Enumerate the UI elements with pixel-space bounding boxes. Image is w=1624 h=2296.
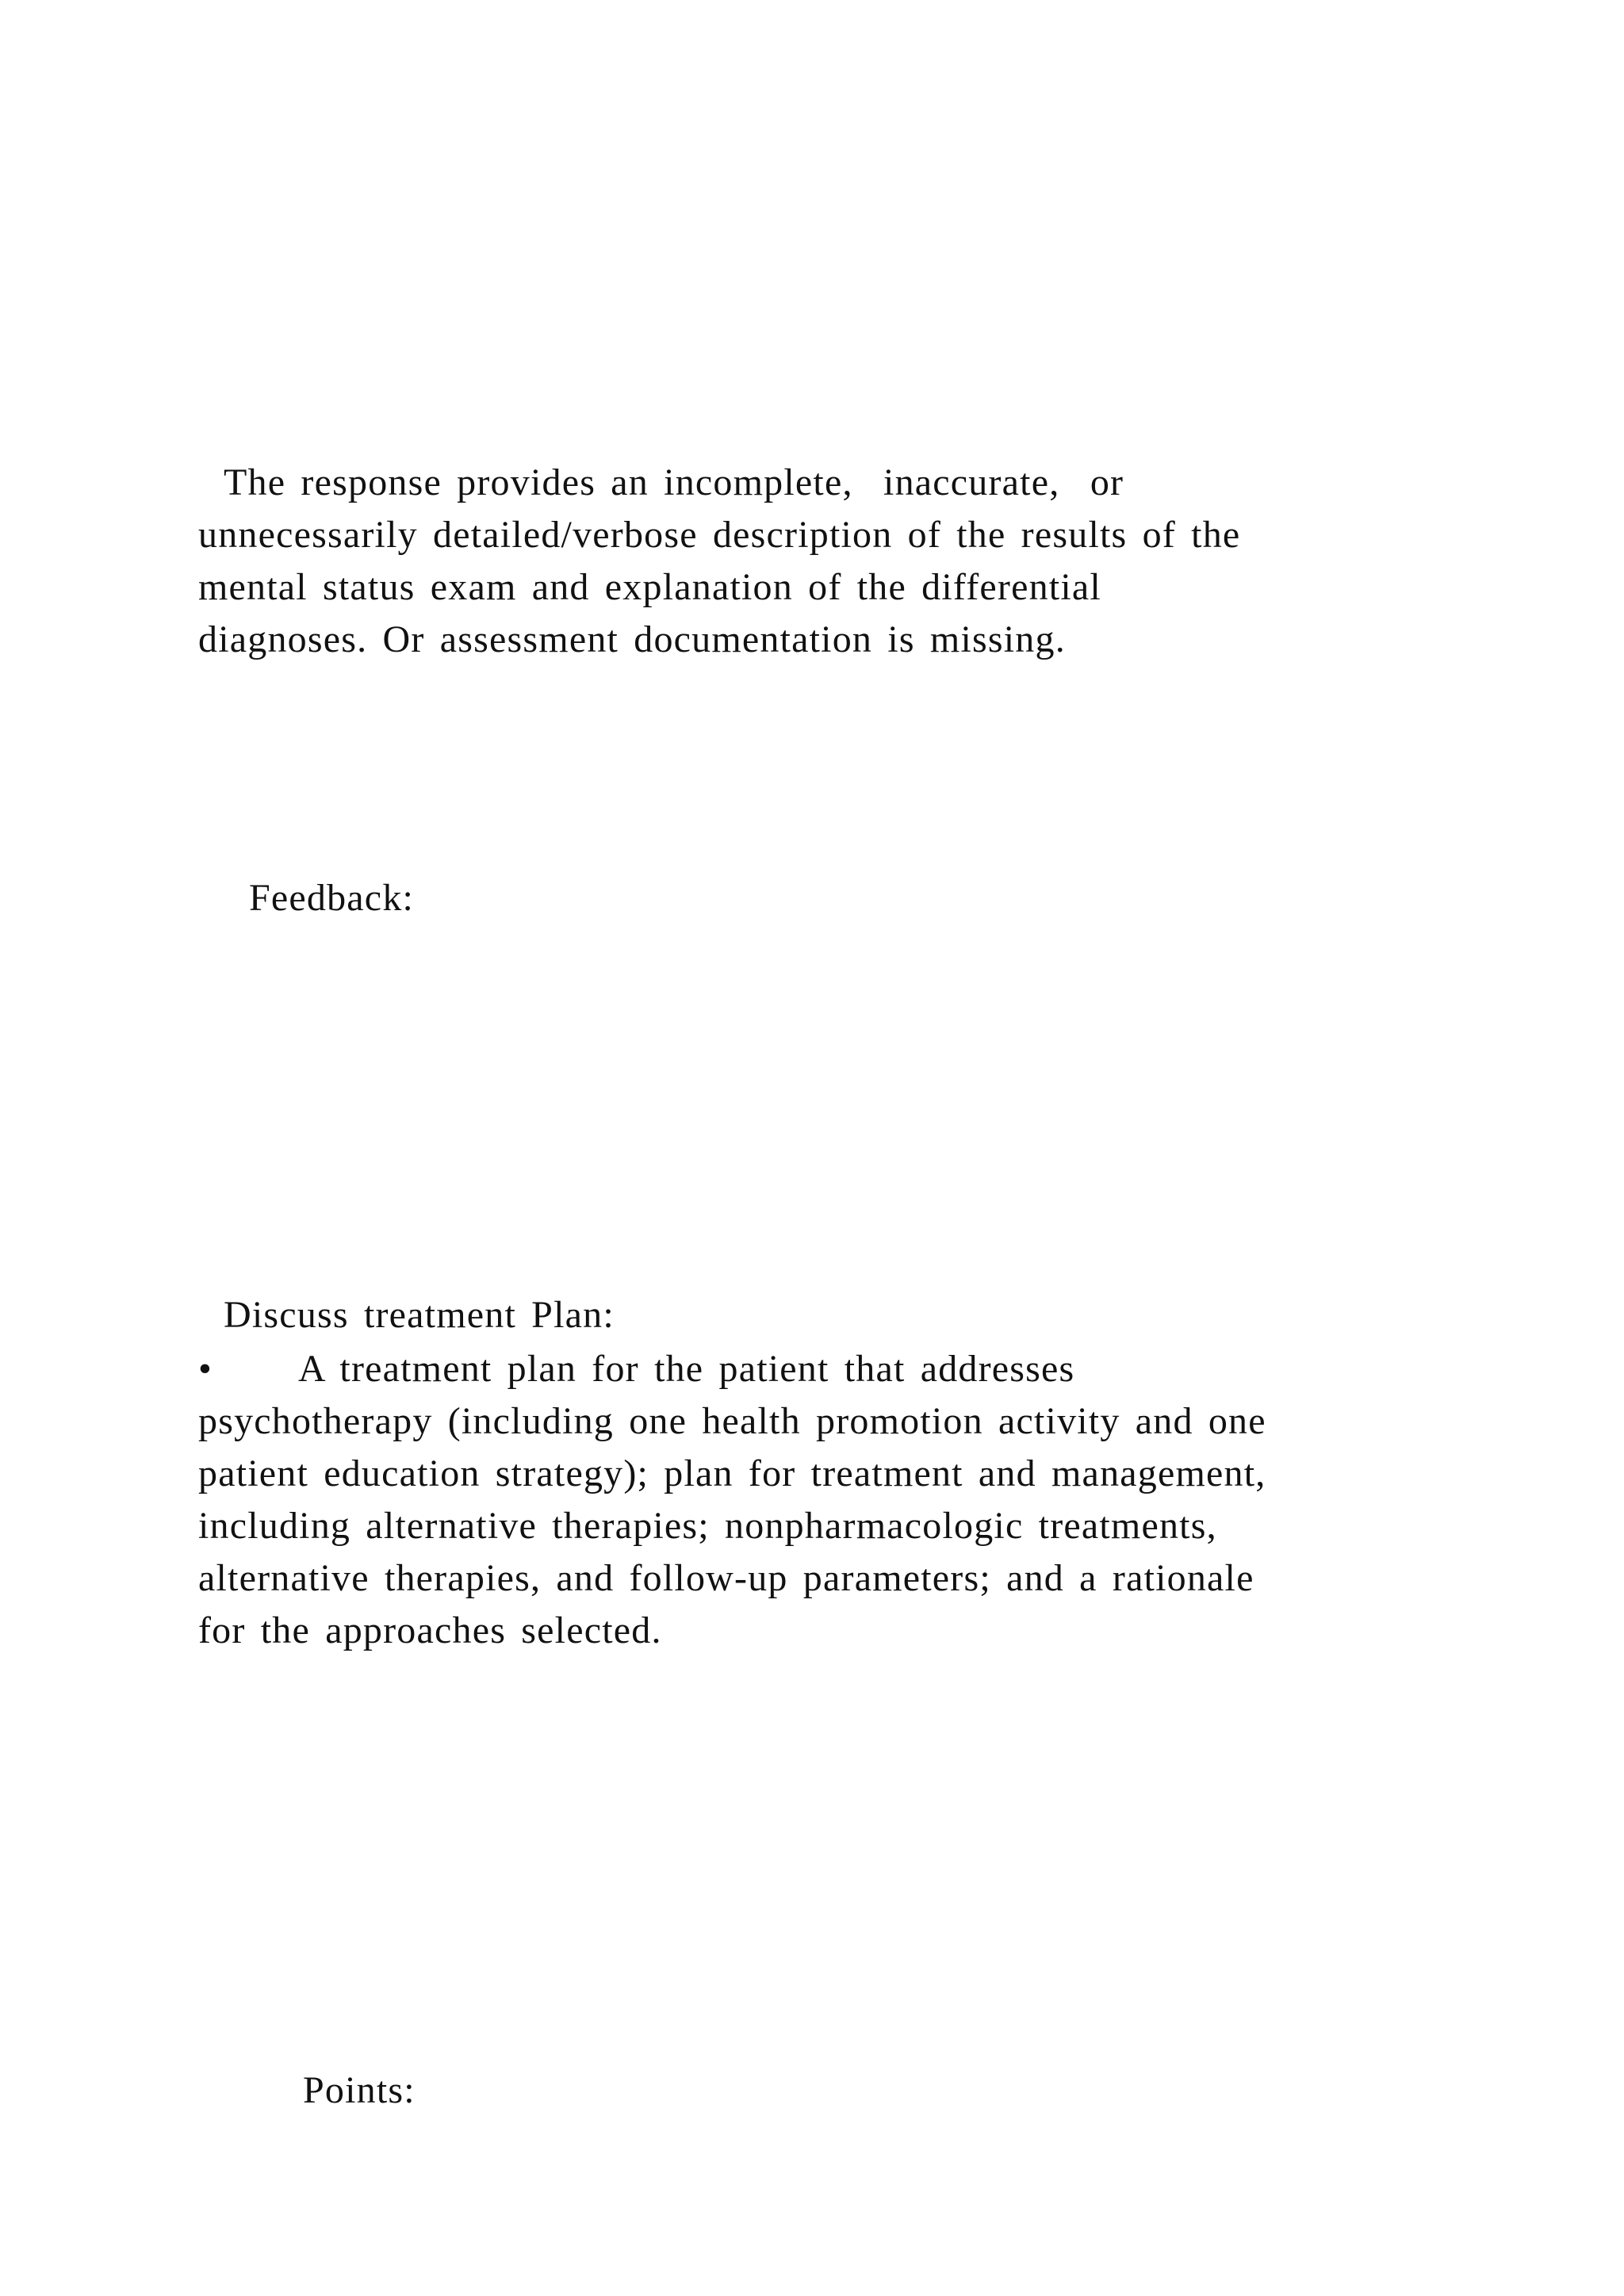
treatment-line-3: including alternative therapies; nonpharmacologic treatments,: [198, 1505, 1217, 1547]
treatment-line-1: psychotherapy (including one health promotion activity and one: [198, 1400, 1266, 1442]
assessment-line-1: The response provides an incomplete, inaccurate, or: [224, 461, 1124, 503]
treatment-line-4: alternative therapies, and follow-up parameters; and a rationale: [198, 1557, 1254, 1599]
assessment-line-3: mental status exam and explanation of the differential: [198, 566, 1101, 608]
feedback-label: Feedback:: [249, 877, 415, 919]
assessment-line-2: unnecessarily detailed/verbose description of the results of the: [198, 514, 1241, 556]
treatment-line-2: patient education strategy); plan for treatment and management,: [198, 1452, 1266, 1494]
treatment-heading: Discuss treatment Plan:: [224, 1294, 615, 1336]
treatment-bullet-line: A treatment plan for the patient that addresses: [298, 1348, 1075, 1390]
bullet-marker: •: [198, 1348, 213, 1390]
points-label: Points:: [303, 2069, 416, 2111]
treatment-line-5: for the approaches selected.: [198, 1609, 662, 1651]
assessment-line-4: diagnoses. Or assessment documentation is missing.: [198, 618, 1066, 660]
